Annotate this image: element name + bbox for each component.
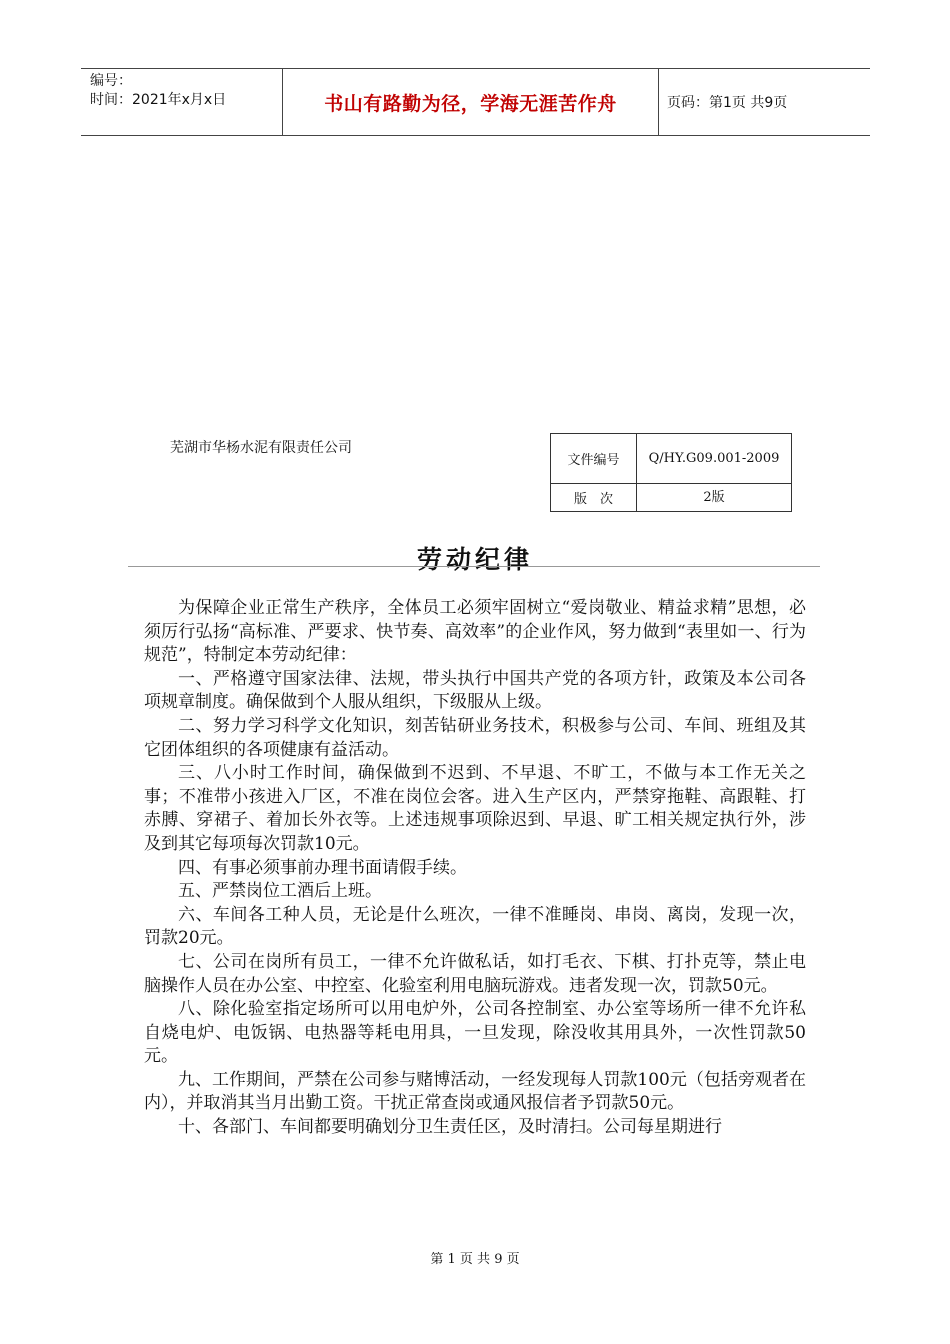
paragraph: 三、八小时工作时间，确保做到不迟到、不早退、不旷工，不做与本工作无关之事；不准带小孩进入厂区，不准在岗位会客。进入生产区内，严禁穿拖鞋、高跟鞋、打赤膊、穿裙子、着加长外衣等。上述违规事项除迟到、早退、旷工相关规定执行外，涉及到其它每项每次罚款10元。 bbox=[144, 763, 806, 854]
paragraph: 六、车间各工种人员，无论是什么班次，一律不准睡岗、串岗、离岗，发现一次，罚款20元。 bbox=[144, 904, 806, 949]
doc-number-label: 文件编号 bbox=[551, 434, 637, 483]
paragraph: 为保障企业正常生产秩序，全体员工必须牢固树立“爱岗敬业、精益求精”思想，必须厉行弘扬“高标准、严要求、快节奏、高效率”的企业作风，努力做到“表里如一、行为规范”，特制定本劳动纪律： bbox=[144, 598, 806, 666]
page-info: 页码：第1页 共9页 bbox=[667, 95, 788, 111]
page-footer: 第 1 页 共 9 页 bbox=[430, 1252, 520, 1267]
company-name: 芜湖市华杨水泥有限责任公司 bbox=[170, 440, 352, 456]
paragraph: 十、各部门、车间都要明确划分卫生责任区，及时清扫。公司每星期进行 bbox=[178, 1117, 722, 1138]
paragraph: 四、有事必须事前办理书面请假手续。 bbox=[178, 857, 467, 878]
date-label: 时间：2021年x月x日 bbox=[90, 92, 227, 108]
version-label: 版 次 bbox=[551, 484, 637, 511]
document-body bbox=[144, 597, 806, 1140]
doc-number-row bbox=[551, 434, 791, 484]
motto: 书山有路勤为径，学海无涯苦作舟 bbox=[283, 69, 659, 135]
page-title: 劳动纪律 bbox=[416, 545, 533, 574]
header-left-cell bbox=[81, 69, 283, 135]
paragraph: 五、严禁岗位工酒后上班。 bbox=[178, 881, 382, 902]
paragraph: 八、除化验室指定场所可以用电炉外，公司各控制室、办公室等场所一律不允许私自烧电炉、电饭锅、电热器等耗电用具，一旦发现，除没收其用具外，一次性罚款50元。 bbox=[144, 999, 806, 1067]
paragraph: 九、工作期间，严禁在公司参与赌博活动，一经发现每人罚款100元（包括旁观者在内），并取消其当月出勤工资。干扰正常查岗或通风报信者予罚款50元。 bbox=[144, 1069, 806, 1114]
number-label: 编号： bbox=[90, 73, 132, 89]
paragraph: 七、公司在岗所有员工，一律不允许做私话，如打毛衣、下棋、打扑克等，禁止电脑操作人员在办公室、中控室、化验室利用电脑玩游戏。违者发现一次，罚款50元。 bbox=[144, 951, 806, 996]
version-value: 2版 bbox=[703, 489, 725, 505]
title-divider bbox=[128, 566, 820, 567]
document-info-table bbox=[550, 433, 792, 512]
version-row bbox=[551, 484, 791, 511]
header-table bbox=[81, 68, 870, 136]
doc-number-value: Q/HY.G09.001-2009 bbox=[648, 450, 780, 466]
paragraph: 二、努力学习科学文化知识，刻苦钻研业务技术，积极参与公司、车间、班组及其它团体组织的各项健康有益活动。 bbox=[144, 715, 806, 760]
paragraph: 一、严格遵守国家法律、法规，带头执行中国共产党的各项方针，政策及本公司各项规章制度。确保做到个人服从组织，下级服从上级。 bbox=[144, 668, 806, 713]
